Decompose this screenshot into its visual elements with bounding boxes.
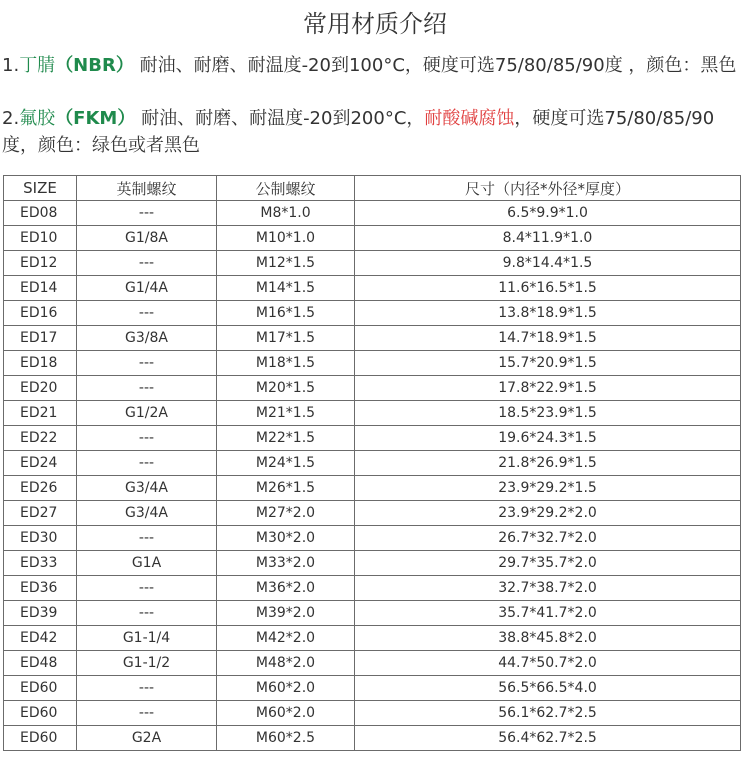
cell-metric-thread: M26*1.5 [217, 476, 355, 501]
table-row [4, 701, 741, 726]
header-imperial-thread: 英制螺纹 [77, 176, 217, 201]
table-row [4, 551, 741, 576]
cell-metric-thread: M17*1.5 [217, 326, 355, 351]
cell-metric-thread: M60*2.0 [217, 701, 355, 726]
table-row [4, 601, 741, 626]
material-highlight: 耐酸碱腐蚀 [424, 108, 515, 129]
cell-dimensions: 14.7*18.9*1.5 [355, 326, 741, 351]
cell-size: ED22 [4, 426, 77, 451]
cell-imperial-thread: G3/8A [77, 326, 217, 351]
cell-size: ED24 [4, 451, 77, 476]
cell-size: ED17 [4, 326, 77, 351]
material-code: （FKM） [55, 108, 136, 129]
cell-size: ED26 [4, 476, 77, 501]
cell-metric-thread: M60*2.0 [217, 676, 355, 701]
cell-size: ED18 [4, 351, 77, 376]
cell-dimensions: 9.8*14.4*1.5 [355, 251, 741, 276]
cell-size: ED33 [4, 551, 77, 576]
cell-size: ED30 [4, 526, 77, 551]
cell-imperial-thread: --- [77, 601, 217, 626]
cell-metric-thread: M14*1.5 [217, 276, 355, 301]
cell-metric-thread: M10*1.0 [217, 226, 355, 251]
cell-size: ED20 [4, 376, 77, 401]
spec-table [3, 175, 741, 751]
material-desc: 耐油、耐磨、耐温度-20到100°C，硬度可选75/80/85/90度 ，颜色：黑色 [133, 55, 737, 76]
cell-imperial-thread: G1-1/4 [77, 626, 217, 651]
cell-size: ED14 [4, 276, 77, 301]
cell-size: ED10 [4, 226, 77, 251]
table-row [4, 526, 741, 551]
cell-imperial-thread: G2A [77, 726, 217, 751]
cell-size: ED60 [4, 726, 77, 751]
cell-dimensions: 29.7*35.7*2.0 [355, 551, 741, 576]
cell-imperial-thread: --- [77, 426, 217, 451]
cell-metric-thread: M36*2.0 [217, 576, 355, 601]
table-row [4, 351, 741, 376]
table-row [4, 201, 741, 226]
material-fkm [2, 105, 742, 159]
cell-metric-thread: M21*1.5 [217, 401, 355, 426]
page-title: 常用材质介绍 [303, 10, 447, 38]
cell-imperial-thread: G1/4A [77, 276, 217, 301]
cell-dimensions: 56.4*62.7*2.5 [355, 726, 741, 751]
cell-size: ED48 [4, 651, 77, 676]
material-rest: ，硬度可选75/80/85/90度，颜色：绿色或者黑色 [2, 108, 715, 156]
cell-metric-thread: M48*2.0 [217, 651, 355, 676]
cell-metric-thread: M12*1.5 [217, 251, 355, 276]
table-row [4, 501, 741, 526]
cell-size: ED39 [4, 601, 77, 626]
cell-imperial-thread: G1/2A [77, 401, 217, 426]
cell-size: ED60 [4, 701, 77, 726]
material-code: （NBR） [55, 55, 134, 76]
cell-size: ED08 [4, 201, 77, 226]
table-row [4, 326, 741, 351]
cell-imperial-thread: --- [77, 351, 217, 376]
cell-metric-thread: M33*2.0 [217, 551, 355, 576]
cell-dimensions: 8.4*11.9*1.0 [355, 226, 741, 251]
cell-dimensions: 15.7*20.9*1.5 [355, 351, 741, 376]
material-name: 氟胶 [19, 108, 56, 129]
cell-imperial-thread: G1A [77, 551, 217, 576]
material-nbr [2, 52, 742, 79]
cell-dimensions: 44.7*50.7*2.0 [355, 651, 741, 676]
material-index: 1. [2, 55, 20, 76]
cell-metric-thread: M30*2.0 [217, 526, 355, 551]
cell-imperial-thread: --- [77, 251, 217, 276]
cell-dimensions: 56.1*62.7*2.5 [355, 701, 741, 726]
header-size: SIZE [4, 176, 77, 201]
cell-dimensions: 26.7*32.7*2.0 [355, 526, 741, 551]
table-row [4, 451, 741, 476]
cell-size: ED36 [4, 576, 77, 601]
table-row [4, 651, 741, 676]
cell-imperial-thread: --- [77, 526, 217, 551]
table-row [4, 626, 741, 651]
header-dimensions: 尺寸（内径*外径*厚度） [355, 176, 741, 201]
table-row [4, 301, 741, 326]
header-metric-thread: 公制螺纹 [217, 176, 355, 201]
table-row [4, 726, 741, 751]
cell-metric-thread: M60*2.5 [217, 726, 355, 751]
cell-metric-thread: M8*1.0 [217, 201, 355, 226]
cell-imperial-thread: --- [77, 201, 217, 226]
cell-dimensions: 35.7*41.7*2.0 [355, 601, 741, 626]
cell-dimensions: 21.8*26.9*1.5 [355, 451, 741, 476]
cell-imperial-thread: --- [77, 576, 217, 601]
table-row [4, 276, 741, 301]
cell-imperial-thread: --- [77, 376, 217, 401]
table-row [4, 251, 741, 276]
cell-imperial-thread: --- [77, 301, 217, 326]
cell-metric-thread: M27*2.0 [217, 501, 355, 526]
cell-dimensions: 56.5*66.5*4.0 [355, 676, 741, 701]
table-row [4, 401, 741, 426]
cell-dimensions: 18.5*23.9*1.5 [355, 401, 741, 426]
table-row [4, 376, 741, 401]
cell-dimensions: 17.8*22.9*1.5 [355, 376, 741, 401]
table-header-row [4, 176, 741, 201]
cell-size: ED60 [4, 676, 77, 701]
cell-metric-thread: M18*1.5 [217, 351, 355, 376]
table-row [4, 426, 741, 451]
cell-metric-thread: M42*2.0 [217, 626, 355, 651]
material-name: 丁腈 [19, 55, 56, 76]
cell-size: ED42 [4, 626, 77, 651]
cell-dimensions: 23.9*29.2*1.5 [355, 476, 741, 501]
material-desc: 耐油、耐磨、耐温度-20到200°C， [135, 108, 425, 129]
table-row [4, 226, 741, 251]
cell-dimensions: 32.7*38.7*2.0 [355, 576, 741, 601]
cell-size: ED21 [4, 401, 77, 426]
cell-imperial-thread: G1/8A [77, 226, 217, 251]
cell-metric-thread: M20*1.5 [217, 376, 355, 401]
cell-metric-thread: M16*1.5 [217, 301, 355, 326]
table-row [4, 676, 741, 701]
cell-dimensions: 19.6*24.3*1.5 [355, 426, 741, 451]
cell-imperial-thread: --- [77, 701, 217, 726]
cell-imperial-thread: --- [77, 676, 217, 701]
cell-imperial-thread: G1-1/2 [77, 651, 217, 676]
material-index: 2. [2, 108, 20, 129]
cell-size: ED27 [4, 501, 77, 526]
cell-dimensions: 6.5*9.9*1.0 [355, 201, 741, 226]
cell-metric-thread: M24*1.5 [217, 451, 355, 476]
table-row [4, 576, 741, 601]
cell-imperial-thread: G3/4A [77, 501, 217, 526]
table-row [4, 476, 741, 501]
cell-dimensions: 38.8*45.8*2.0 [355, 626, 741, 651]
cell-dimensions: 13.8*18.9*1.5 [355, 301, 741, 326]
cell-dimensions: 23.9*29.2*2.0 [355, 501, 741, 526]
cell-dimensions: 11.6*16.5*1.5 [355, 276, 741, 301]
cell-size: ED12 [4, 251, 77, 276]
cell-size: ED16 [4, 301, 77, 326]
cell-imperial-thread: --- [77, 451, 217, 476]
cell-metric-thread: M39*2.0 [217, 601, 355, 626]
cell-imperial-thread: G3/4A [77, 476, 217, 501]
cell-metric-thread: M22*1.5 [217, 426, 355, 451]
